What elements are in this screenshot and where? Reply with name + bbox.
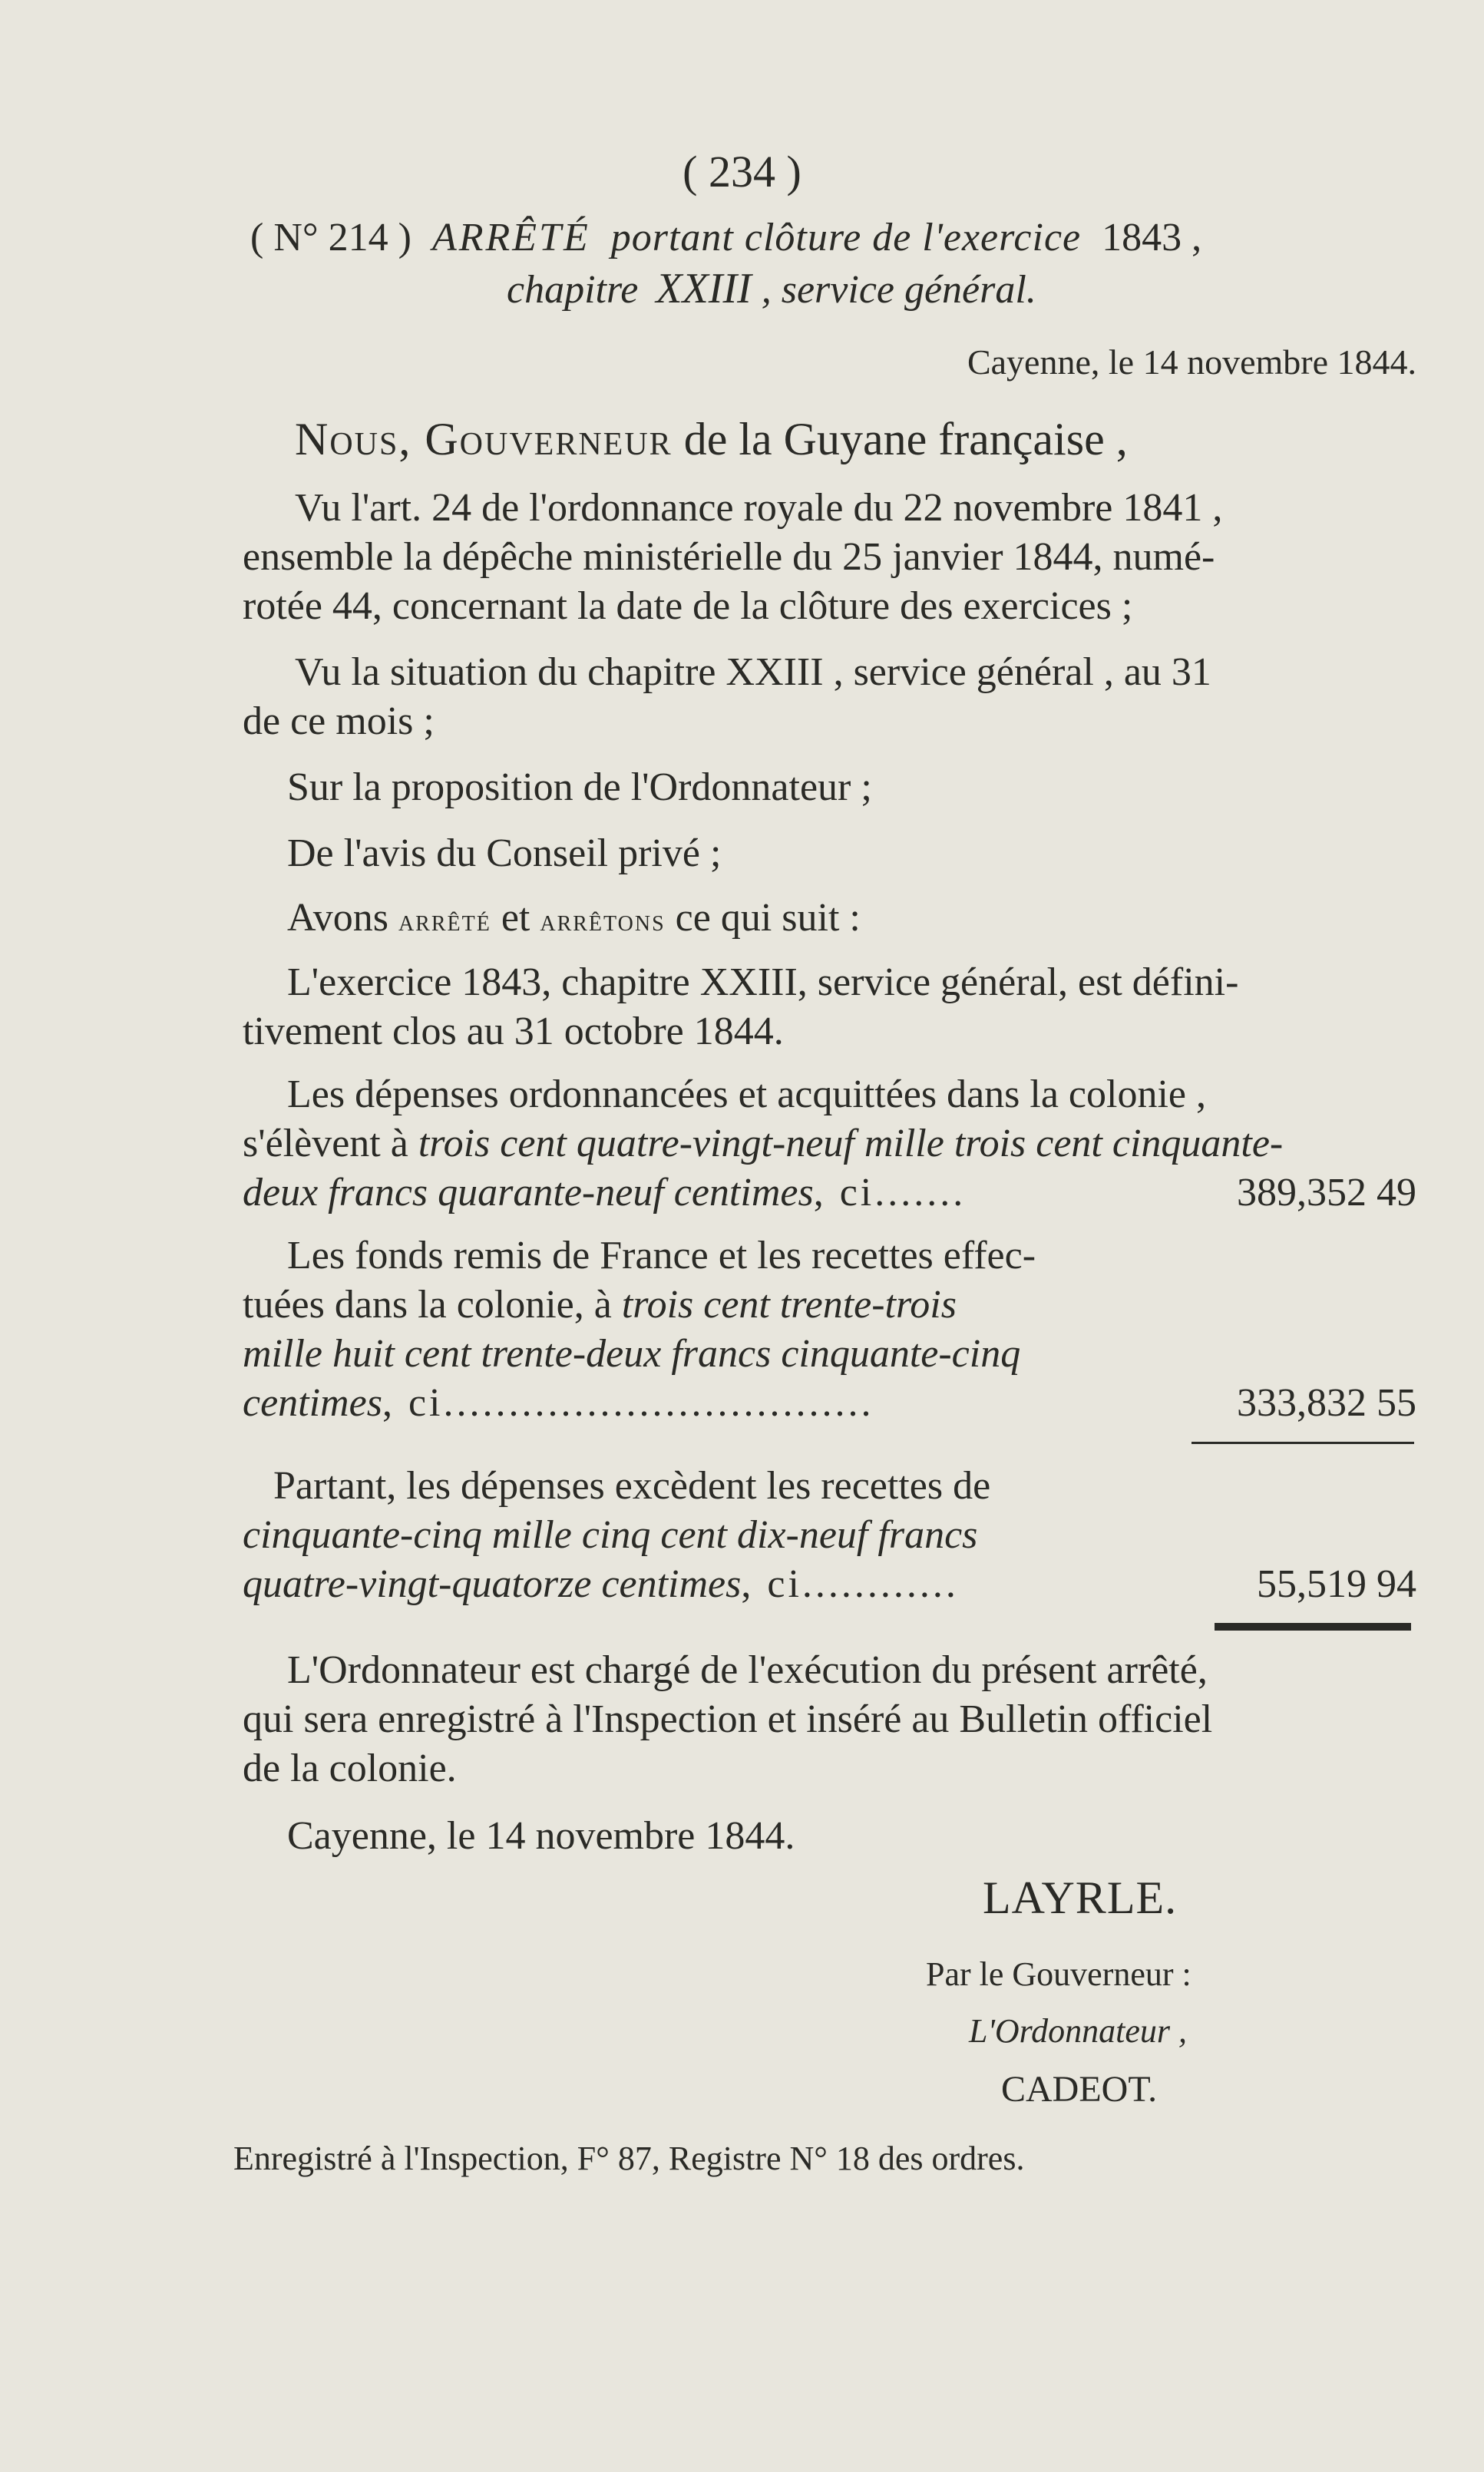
vu-ordonnance-line2: ensemble la dépêche ministérielle du 25 janvier 1844, numé- xyxy=(243,535,1215,579)
partant-line2: cinquante-cinq mille cinq cent dix-neuf francs xyxy=(243,1513,978,1557)
place-date: Cayenne, le 14 novembre 1844. xyxy=(967,342,1416,382)
ordonnateur-role: L'Ordonnateur , xyxy=(969,2012,1188,2050)
closing-line1: L'Ordonnateur est chargé de l'exécution du présent arrêté, xyxy=(287,1648,1208,1692)
depenses-selevent: s'élèvent à xyxy=(243,1122,408,1165)
depenses-amount: 389,352 49 xyxy=(1237,1171,1416,1215)
sum-rule xyxy=(1191,1442,1414,1444)
nous-gouverneur: Nous, Gouverneur xyxy=(295,414,673,464)
registration-footer: Enregistré à l'Inspection, F° 87, Registre N° 18 des ordres. xyxy=(233,2140,1025,2177)
exercice-line1: L'exercice 1843, chapitre XXIII, service général, est défini- xyxy=(287,960,1239,1004)
par-le-gouverneur: Par le Gouverneur : xyxy=(926,1955,1191,1993)
arretons-word: arrêtons xyxy=(540,903,666,937)
partant-line3 xyxy=(243,1560,959,1609)
total-rule xyxy=(1215,1623,1411,1631)
chapter-number: XXIII xyxy=(656,265,752,312)
avons-arrete xyxy=(287,894,861,945)
ce-qui-suit: ce qui suit : xyxy=(675,896,861,940)
chapter-label: chapitre xyxy=(507,268,639,312)
depenses-ci: , ci....... xyxy=(813,1171,967,1215)
arrete-year: 1843 , xyxy=(1102,216,1202,259)
closing-date: Cayenne, le 14 novembre 1844. xyxy=(287,1814,795,1858)
depenses-line3 xyxy=(243,1168,966,1218)
signature-name: LAYRLE. xyxy=(983,1872,1178,1923)
vu-ordonnance-line3: rotée 44, concernant la date de la clôture des exercices ; xyxy=(243,584,1133,628)
preamble-rest: de la Guyane française , xyxy=(683,414,1128,464)
depenses-line2 xyxy=(243,1119,1283,1168)
arrete-header-line2 xyxy=(507,264,1036,315)
fonds-line2 xyxy=(243,1281,957,1330)
de-avis: De l'avis du Conseil privé ; xyxy=(287,831,722,875)
chapter-service: , service général. xyxy=(761,268,1036,312)
fonds-line1: Les fonds remis de France et les recettes effec- xyxy=(287,1234,1036,1277)
arrete-subject: portant clôture de l'exercice xyxy=(610,216,1082,259)
exercice-line2: tivement clos au 31 octobre 1844. xyxy=(243,1010,784,1053)
closing-line2: qui sera enregistré à l'Inspection et inséré au Bulletin officiel xyxy=(243,1697,1213,1741)
preamble xyxy=(295,413,1128,466)
partant-amount-words: quatre-vingt-quatorze centimes xyxy=(243,1562,742,1606)
fonds-tuees: tuées dans la colonie, à xyxy=(243,1283,612,1327)
vu-situation-line2: de ce mois ; xyxy=(243,699,435,743)
fonds-amount: 333,832 55 xyxy=(1237,1381,1416,1425)
arrete-header-line1 xyxy=(250,213,1201,263)
fonds-amount-words-1: trois cent trente-trois xyxy=(621,1283,957,1327)
partant-line1: Partant, les dépenses excèdent les recettes de xyxy=(273,1464,991,1508)
signature-name2: CADEOT. xyxy=(1001,2069,1158,2110)
fonds-centimes: centimes xyxy=(243,1381,382,1425)
partant-ci: , ci............ xyxy=(741,1562,959,1606)
fonds-ci: , ci................................. xyxy=(382,1381,874,1425)
partant-amount: 55,519 94 xyxy=(1257,1562,1416,1606)
arrete-number: ( N° 214 ) xyxy=(250,216,411,259)
depenses-line1: Les dépenses ordonnancées et acquittées dans la colonie , xyxy=(287,1072,1206,1116)
arrete-title: ARRÊTÉ xyxy=(431,216,590,259)
page-number: ( 234 ) xyxy=(683,147,801,197)
fonds-line4 xyxy=(243,1379,874,1428)
depenses-amount-words-2: deux francs quarante-neuf centimes xyxy=(243,1171,814,1215)
vu-ordonnance-line1: Vu l'art. 24 de l'ordonnance royale du 22 novembre 1841 , xyxy=(295,486,1223,530)
vu-situation-line1: Vu la situation du chapitre XXIII , service général , au 31 xyxy=(295,650,1211,694)
closing-line3: de la colonie. xyxy=(243,1747,457,1790)
et-word: et xyxy=(501,896,530,940)
avons: Avons xyxy=(287,896,388,940)
depenses-amount-words-1: trois cent quatre-vingt-neuf mille trois cent cinquante- xyxy=(418,1122,1284,1165)
sur-proposition: Sur la proposition de l'Ordonnateur ; xyxy=(287,765,872,809)
fonds-line3: mille huit cent trente-deux francs cinquante-cinq xyxy=(243,1332,1021,1376)
arrete-word: arrêté xyxy=(398,903,491,937)
